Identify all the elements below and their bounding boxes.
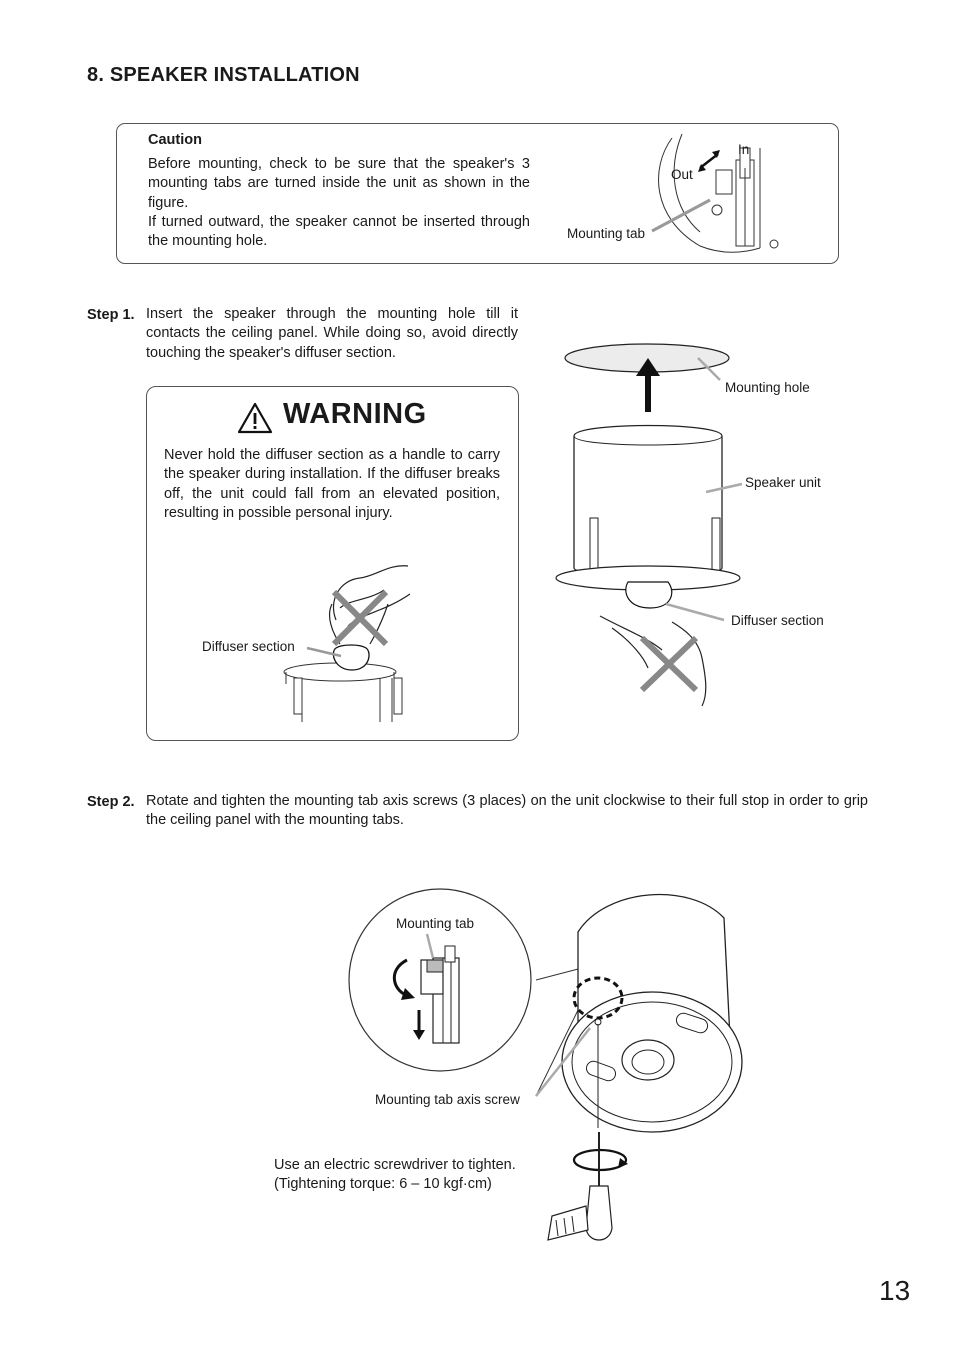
label-diffuser-section-warning: Diffuser section bbox=[202, 639, 295, 654]
caution-line-2: If turned outward, the speaker cannot be inserted through the mounting hole. bbox=[148, 213, 530, 250]
caution-text bbox=[148, 155, 530, 251]
step1-label: Step 1. bbox=[87, 307, 135, 323]
label-speaker-unit: Speaker unit bbox=[745, 475, 821, 490]
label-out: Out bbox=[671, 167, 693, 182]
label-mounting-tab-axis-screw: Mounting tab axis screw bbox=[375, 1092, 520, 1107]
warning-text: Never hold the diffuser section as a handle to carry the speaker during installation. If the diffuser breaks off, the unit could fall from an elevated position, resulting in possible personal injury. bbox=[164, 447, 500, 521]
label-mounting-hole: Mounting hole bbox=[725, 380, 810, 395]
page-number: 13 bbox=[879, 1275, 911, 1306]
label-mounting-tab-zoom: Mounting tab bbox=[396, 916, 475, 931]
diffuser-pointer-line bbox=[305, 640, 345, 660]
step2-text: Rotate and tighten the mounting tab axis screws (3 places) on the unit clockwise to their full stop in order to grip the ceiling panel with the mounting tabs. bbox=[146, 793, 868, 829]
hand-holding-diffuser-illustration bbox=[280, 560, 420, 730]
speaker-bottom-view-illustration bbox=[520, 888, 760, 1248]
screwdriver-note bbox=[274, 1156, 516, 1195]
caution-heading: Caution bbox=[148, 132, 202, 148]
section-title: 8. SPEAKER INSTALLATION bbox=[87, 64, 360, 86]
step1-text: Insert the speaker through the mounting hole till it contacts the ceiling panel. While doing so, avoid directly touching the speaker's diffuser section. bbox=[146, 306, 518, 361]
warning-triangle-icon bbox=[237, 402, 273, 434]
caution-line-1: Before mounting, check to be sure that the speaker's 3 mounting tabs are turned inside the unit as shown in the figure. bbox=[148, 156, 530, 211]
speaker-insertion-illustration bbox=[552, 338, 752, 708]
label-mounting-tab-caution: Mounting tab bbox=[567, 226, 646, 241]
screwdriver-note-line-2: (Tightening torque: 6 – 10 kgf·cm) bbox=[274, 1176, 492, 1193]
label-in: In bbox=[738, 142, 750, 157]
warning-title: WARNING bbox=[283, 398, 427, 430]
step2-label: Step 2. bbox=[87, 794, 135, 810]
label-diffuser-section: Diffuser section bbox=[731, 613, 824, 628]
screwdriver-note-line-1: Use an electric screwdriver to tighten. bbox=[274, 1157, 516, 1173]
